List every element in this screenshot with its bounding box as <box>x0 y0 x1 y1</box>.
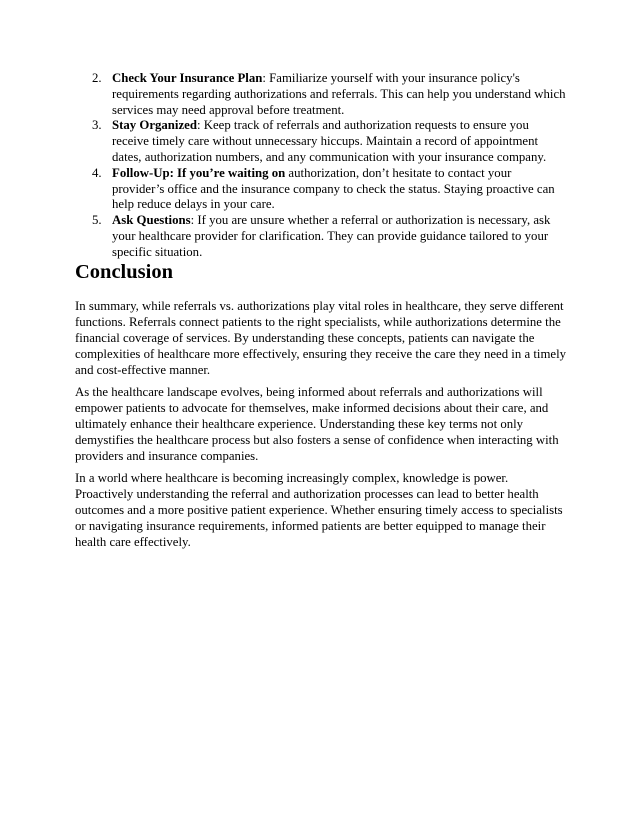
conclusion-paragraph: In a world where healthcare is becoming increasingly complex, knowledge is power. Proactively understanding the referral and authorization processes can lead to better health outcomes and a more positive patient experience. Whether ensuring timely access to specialists or navigating insurance requirements, informed patients are better equipped to manage their health care effectively. <box>75 471 563 549</box>
list-item <box>86 166 566 213</box>
list-item-term: Follow-Up: If you’re waiting on <box>112 165 286 180</box>
list-item-number: 4. <box>92 165 102 180</box>
list-item-number: 2. <box>92 71 102 85</box>
list-item-text: : Familiarize yourself with your insurance policy's requirements regarding authorizations and referrals. This can help you understand which services may need approval before treatment. <box>112 71 566 117</box>
list-item-text: : Keep track of referrals and authorization requests to ensure you receive timely care without unnecessary hiccups. Maintain a record of appointment dates, authorization numbers, and any communication with your insurance company. <box>112 118 547 164</box>
list-item <box>86 213 566 260</box>
list-item <box>86 71 566 118</box>
conclusion-paragraph: As the healthcare landscape evolves, being informed about referrals and authorizations will empower patients to advocate for themselves, make informed decisions about their care, and ultimately enhance their healthcare experience. Understanding these key terms not only demystifies the healthcare process but also fosters a sense of confidence when interacting with providers and insurance companies. <box>75 385 559 463</box>
list-item <box>86 118 566 165</box>
list-item-term: Check Your Insurance Plan <box>112 71 263 85</box>
list-item-number: 3. <box>92 118 102 133</box>
list-item-term: Stay Organized <box>112 118 197 133</box>
list-item-term: Ask Questions <box>112 213 191 228</box>
list-item-text: authorization, don’t hesitate to contact your provider’s office and the insurance company to check the status. Staying proactive can help reduce delays in your care. <box>112 165 555 212</box>
conclusion-paragraph: In summary, while referrals vs. authorizations play vital roles in healthcare, they serve different functions. Referrals connect patients to the right specialists, while authorizations determine the financial coverage of services. By understanding these concepts, patients can navigate the complexities of healthcare more effectively, ensuring they receive the care they need in a timely and cost-effective manner. <box>75 299 567 377</box>
conclusion-heading: Conclusion <box>75 261 173 283</box>
list-item-text: : If you are unsure whether a referral or authorization is necessary, ask your healthcare provider for clarification. They can provide guidance tailored to your specific situation. <box>112 213 551 259</box>
list-item-number: 5. <box>92 213 102 228</box>
tips-list <box>86 71 566 261</box>
